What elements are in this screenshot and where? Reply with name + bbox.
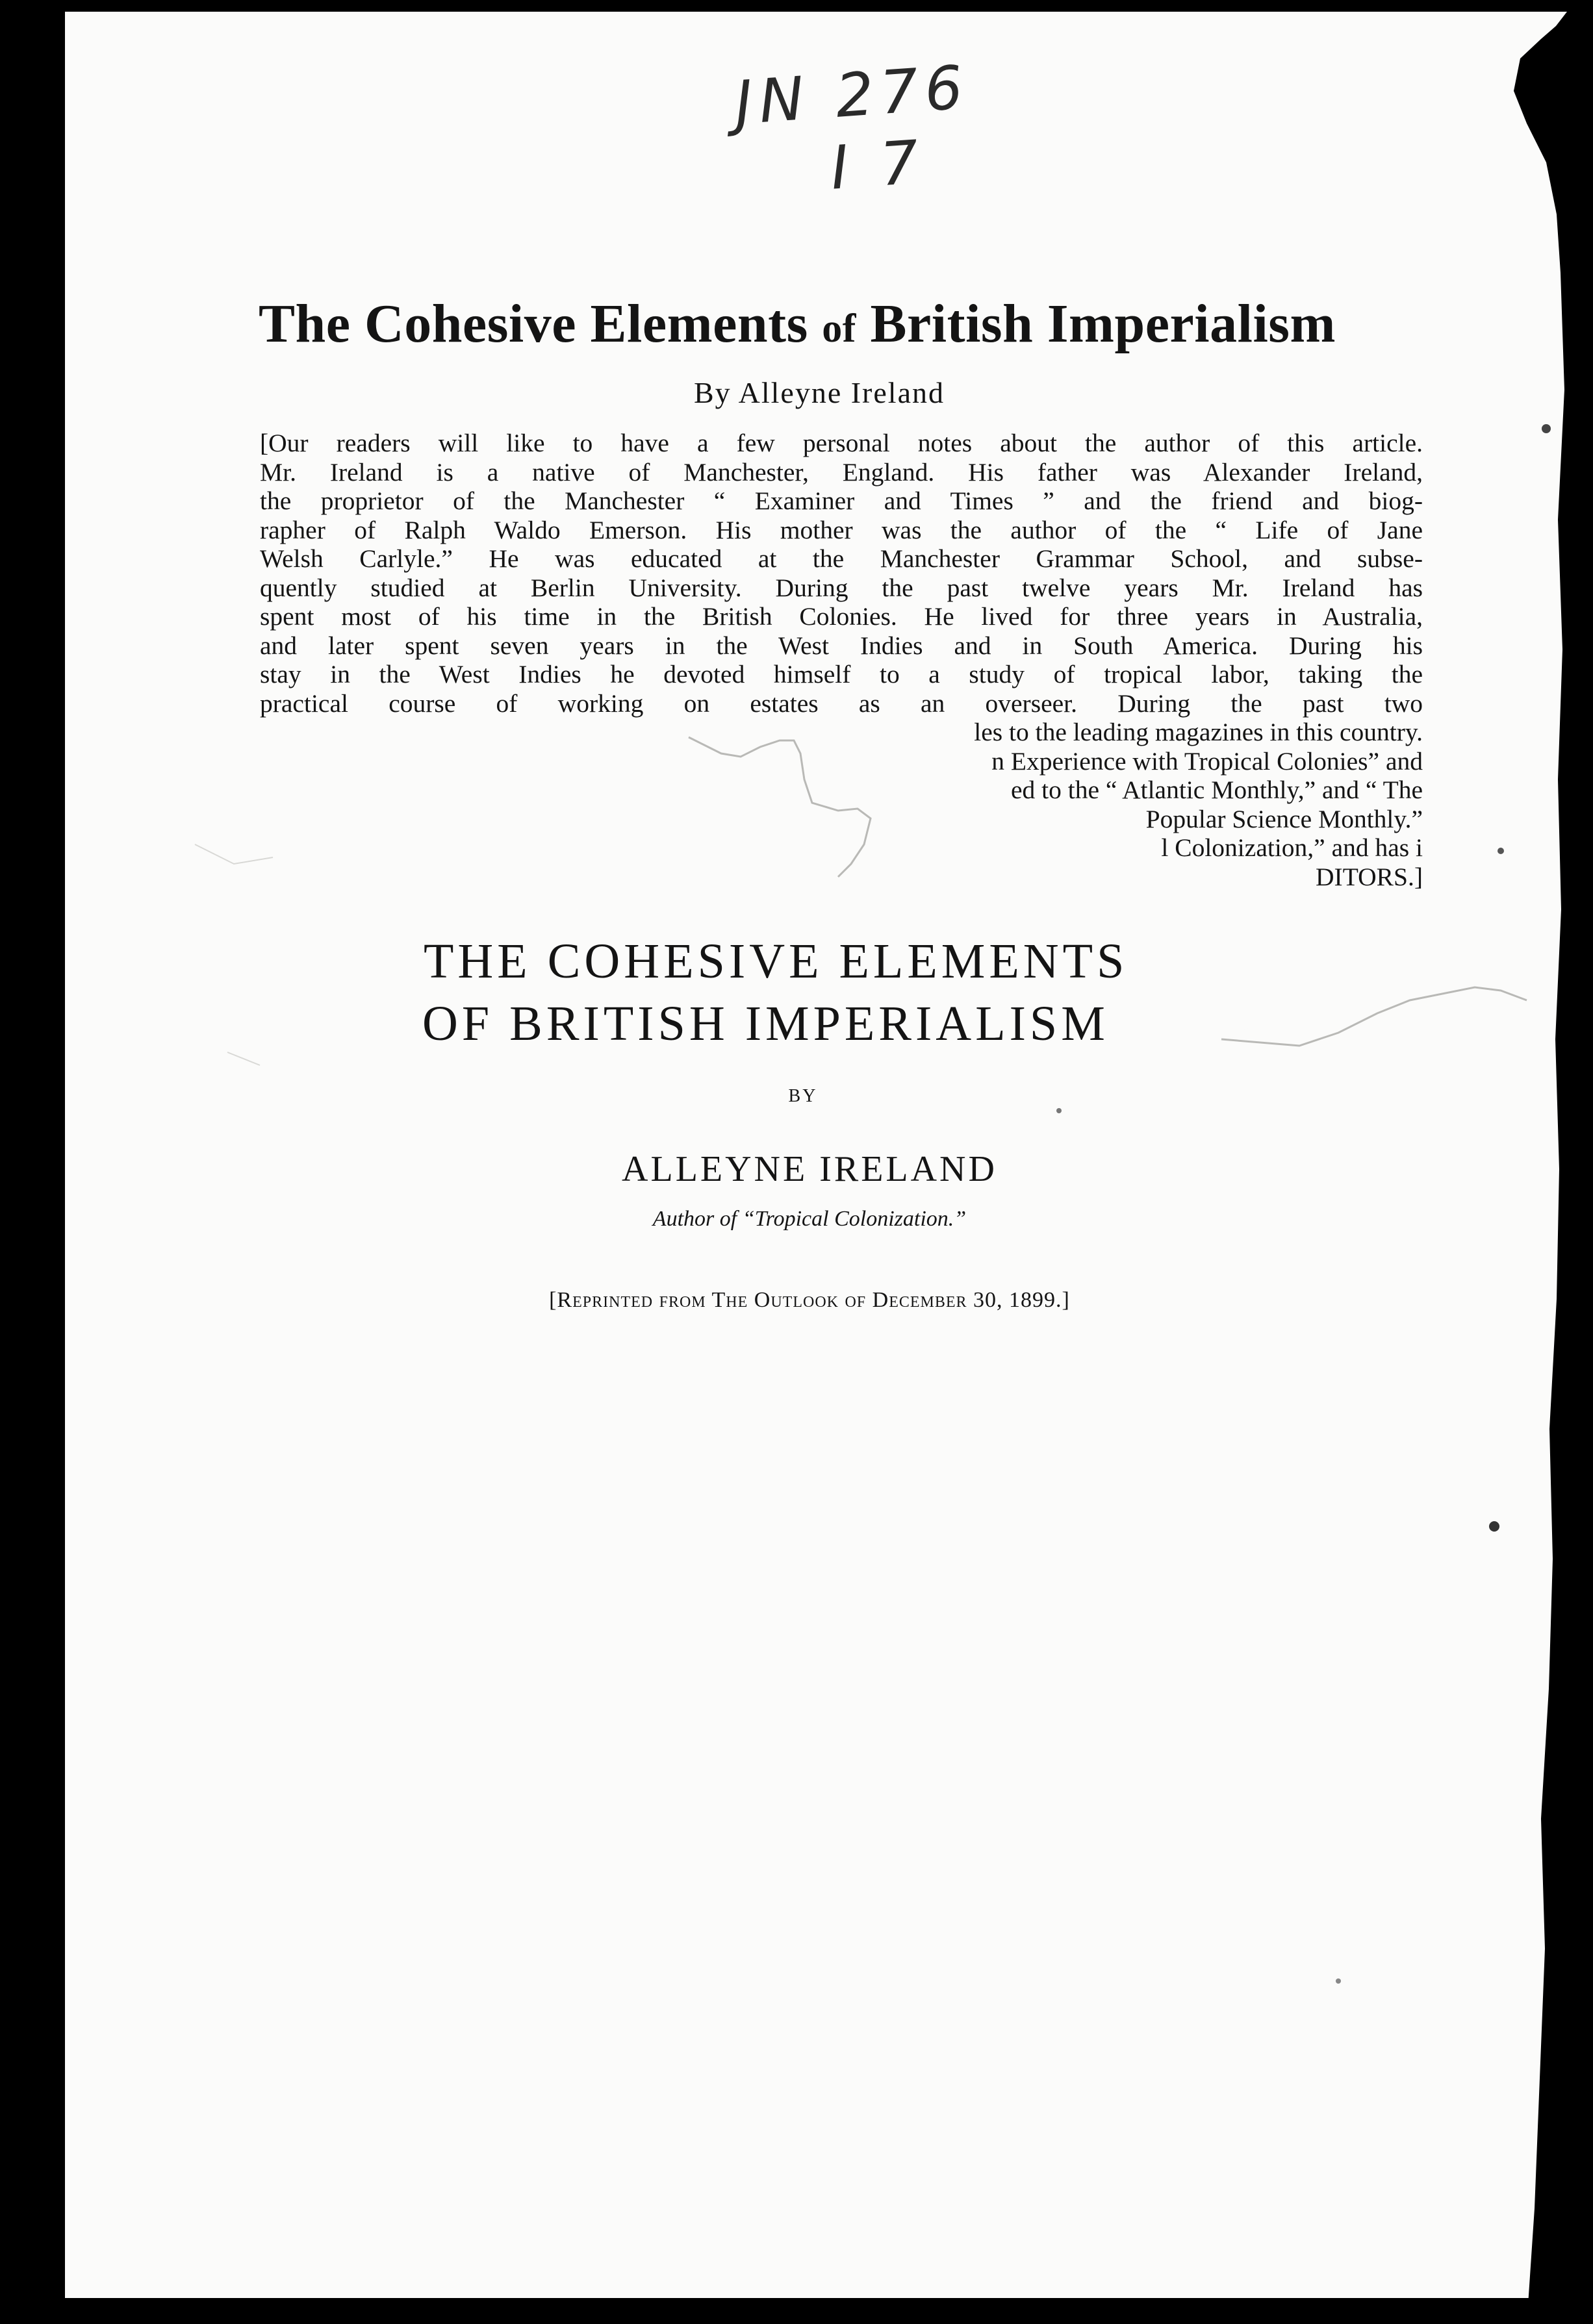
note-line: Popular Science Monthly.” [1145, 804, 1423, 833]
cover-by: BY [788, 1086, 818, 1106]
note-line: and later spent seven years in the West Indies and in South America. During his [260, 631, 1423, 660]
note-line: stay in the West Indies he devoted himself to a study of tropical labor, taking the [260, 660, 1423, 688]
cover-title-line1: THE COHESIVE ELEMENTS [424, 934, 1128, 989]
note-line: les to the leading magazines in this country. [974, 718, 1423, 746]
note-line: Welsh Carlyle.” He was educated at the Manchester Grammar School, and subse- [260, 544, 1423, 573]
cover-reprint-note: [Reprinted from The Outlook of December 30, 1899.] [549, 1288, 1070, 1312]
catalog-line-1: JN 276 [732, 52, 972, 138]
note-line: practical course of working on estates as an overseer. During the past two [260, 688, 1423, 718]
note-line: Mr. Ireland is a native of Manchester, England. His father was Alexander Ireland, [260, 457, 1423, 486]
article-title-of: of [822, 307, 856, 351]
note-line: quently studied at Berlin University. During the past twelve years Mr. Ireland has [260, 573, 1423, 602]
note-line: DITORS.] [1316, 862, 1423, 891]
article-title-part2: British Imperialism [870, 294, 1336, 354]
note-line: rapher of Ralph Waldo Emerson. His mother was the author of the “ Life of Jane [260, 515, 1423, 544]
note-line: [Our readers will like to have a few personal notes about the author of this article. [260, 429, 1423, 457]
note-line: n Experience with Tropical Colonies” and [991, 746, 1423, 776]
cover-title [424, 930, 1128, 1055]
article-title-part1: The Cohesive Elements [259, 294, 808, 354]
cover-title-line2: OF BRITISH IMPERIALISM [422, 996, 1109, 1051]
article-byline: By Alleyne Ireland [693, 376, 945, 409]
note-line: l Colonization,” and has i [1161, 833, 1423, 862]
note-line: the proprietor of the Manchester “ Examiner and Times ” and the friend and biog- [260, 486, 1423, 515]
cover-author-of: Author of “Tropical Colonization.” [652, 1207, 967, 1231]
note-line: spent most of his time in the British Colonies. He lived for three years in Australia, [260, 602, 1423, 631]
cover-author: ALLEYNE IRELAND [622, 1149, 997, 1189]
catalog-line-2: I 7 [828, 127, 928, 203]
note-line: ed to the “ Atlantic Monthly,” and “ The [1010, 776, 1423, 804]
